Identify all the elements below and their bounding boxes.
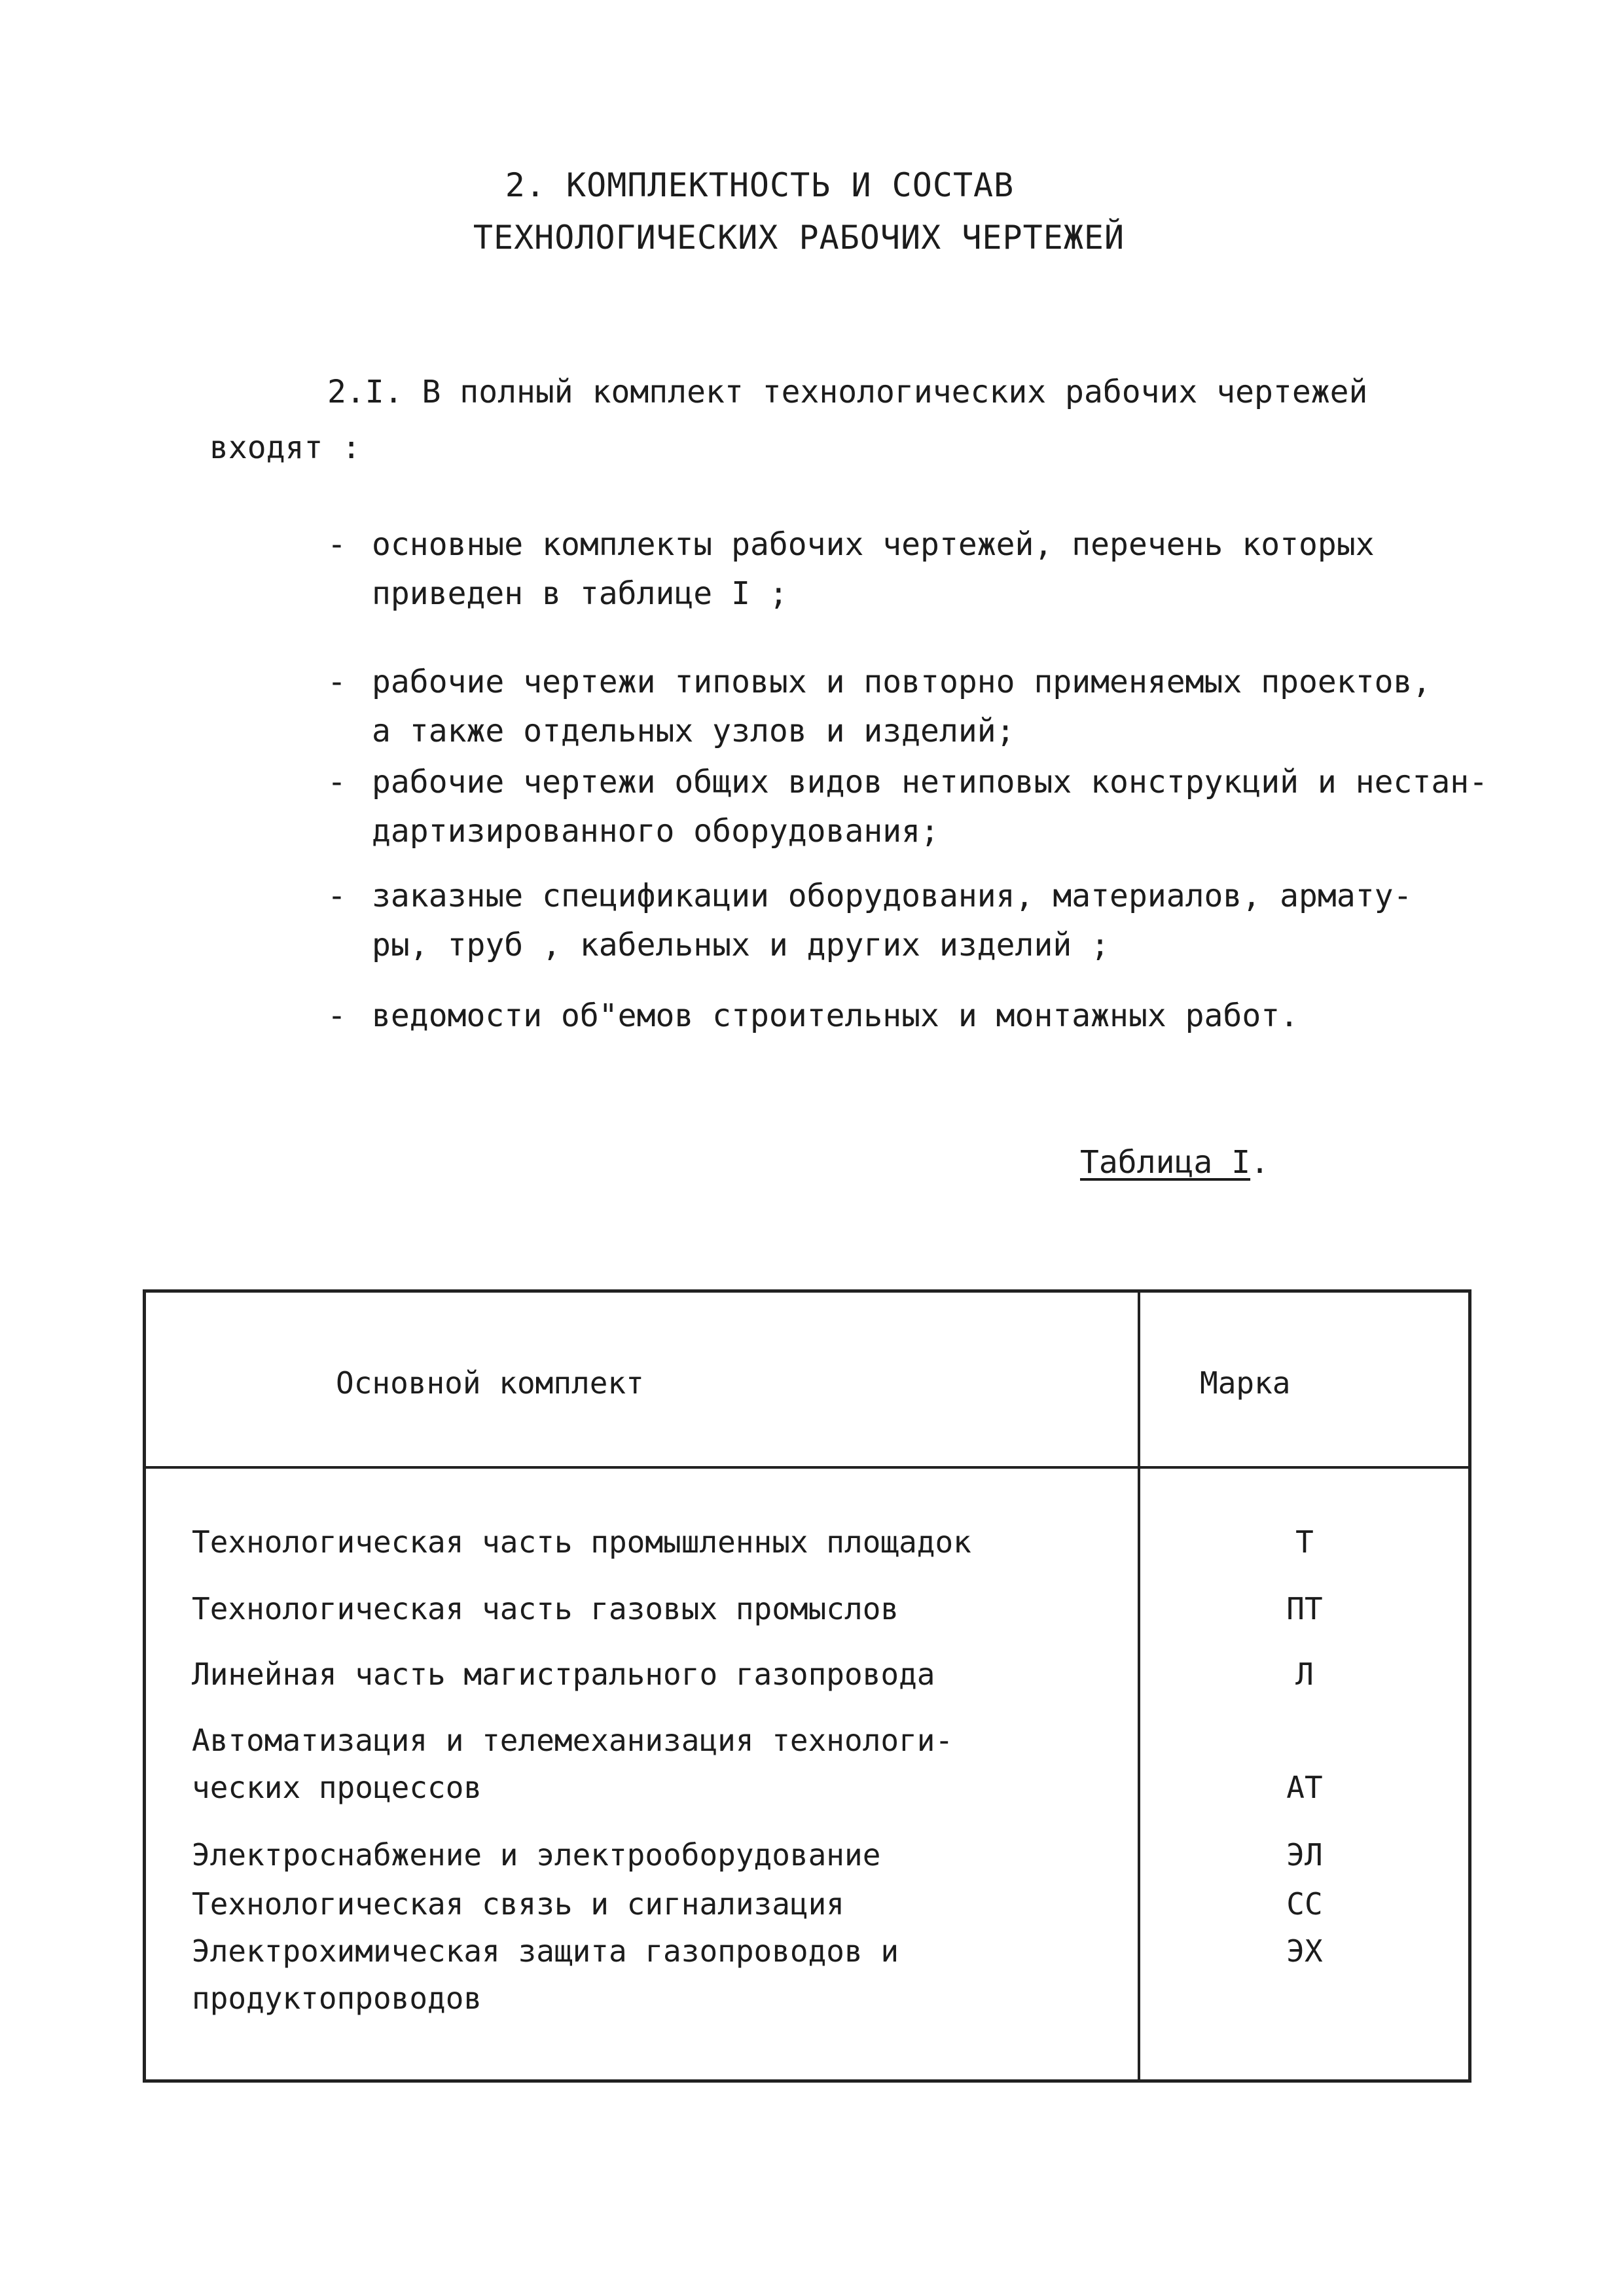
table-caption	[1080, 1144, 1269, 1181]
list-item	[327, 872, 1412, 970]
table-cell-name: Линейная часть магистрального газопровода	[192, 1657, 935, 1692]
table-cell-name: Технологическая часть газовых промыслов	[192, 1591, 899, 1626]
table-header-divider	[146, 1466, 1468, 1469]
list-item	[327, 992, 1299, 1041]
list-item	[327, 758, 1488, 856]
drawings-table	[143, 1289, 1471, 2083]
clause-2-1-line-1: 2.I. В полный комплект технологических рабочих чертежей	[327, 374, 1368, 410]
list-item	[327, 520, 1375, 619]
table-cell-mark: Т	[1295, 1524, 1314, 1560]
table-cell-name-line-1: Электрохимическая защита газопроводов и	[192, 1933, 899, 1969]
list-item-line-1: рабочие чертежи типовых и повторно применяемых проектов,	[372, 664, 1432, 700]
table-header-mark: Марка	[1200, 1365, 1291, 1401]
list-item-line-1: рабочие чертежи общих видов нетиповых конструкций и нестан-	[372, 764, 1489, 800]
list-item-line-2: приведен в таблице I ;	[372, 575, 788, 612]
list-dash: -	[327, 997, 346, 1034]
list-dash: -	[327, 664, 346, 700]
table-cell-mark: ЭЛ	[1286, 1837, 1323, 1873]
clause-2-1-line-2: входят :	[209, 429, 361, 466]
table-cell-name-line-1: Автоматизация и телемеханизация технологи-	[192, 1723, 954, 1758]
table-cell-name: Электроснабжение и электрооборудование	[192, 1837, 881, 1873]
table-cell-name-line-2: ческих процессов	[192, 1770, 482, 1805]
table-caption-label: Таблица I	[1080, 1144, 1251, 1181]
list-dash: -	[327, 764, 346, 800]
list-item-line-2: а также отдельных узлов и изделий;	[372, 713, 1015, 749]
list-dash: -	[327, 526, 346, 563]
list-item	[327, 658, 1431, 756]
table-cell-name-line-2: продуктопроводов	[192, 1981, 482, 2016]
table-cell-name	[192, 1928, 1121, 2022]
table-header-name: Основной комплект	[336, 1365, 644, 1401]
table-cell-mark: Л	[1295, 1657, 1314, 1692]
table-cell-name	[192, 1717, 1121, 1811]
section-title-line-2: ТЕХНОЛОГИЧЕСКИХ РАБОЧИХ ЧЕРТЕЖЕЙ	[473, 219, 1125, 257]
list-item-line-2: ры, труб , кабельных и других изделий ;	[372, 927, 1110, 963]
list-dash: -	[327, 878, 346, 914]
table-cell-name: Технологическая часть промышленных площадок	[192, 1524, 971, 1560]
table-cell-mark: АТ	[1286, 1770, 1323, 1805]
table-cell-mark: СС	[1286, 1886, 1323, 1922]
section-title-line-1: 2. КОМПЛЕКТНОСТЬ И СОСТАВ	[505, 166, 1015, 204]
table-cell-mark: ЭХ	[1286, 1933, 1323, 1969]
list-item-line-2: дартизированного оборудования;	[372, 813, 939, 850]
table-cell-name: Технологическая связь и сигнализация	[192, 1886, 844, 1922]
list-item-line-1: ведомости об"емов строительных и монтажных работ.	[372, 997, 1299, 1034]
table-cell-mark: ПТ	[1286, 1591, 1323, 1626]
table-caption-dot: .	[1250, 1144, 1269, 1181]
list-item-line-1: заказные спецификации оборудования, материалов, армату-	[372, 878, 1413, 914]
list-item-line-1: основные комплекты рабочих чертежей, перечень которых	[372, 526, 1375, 563]
